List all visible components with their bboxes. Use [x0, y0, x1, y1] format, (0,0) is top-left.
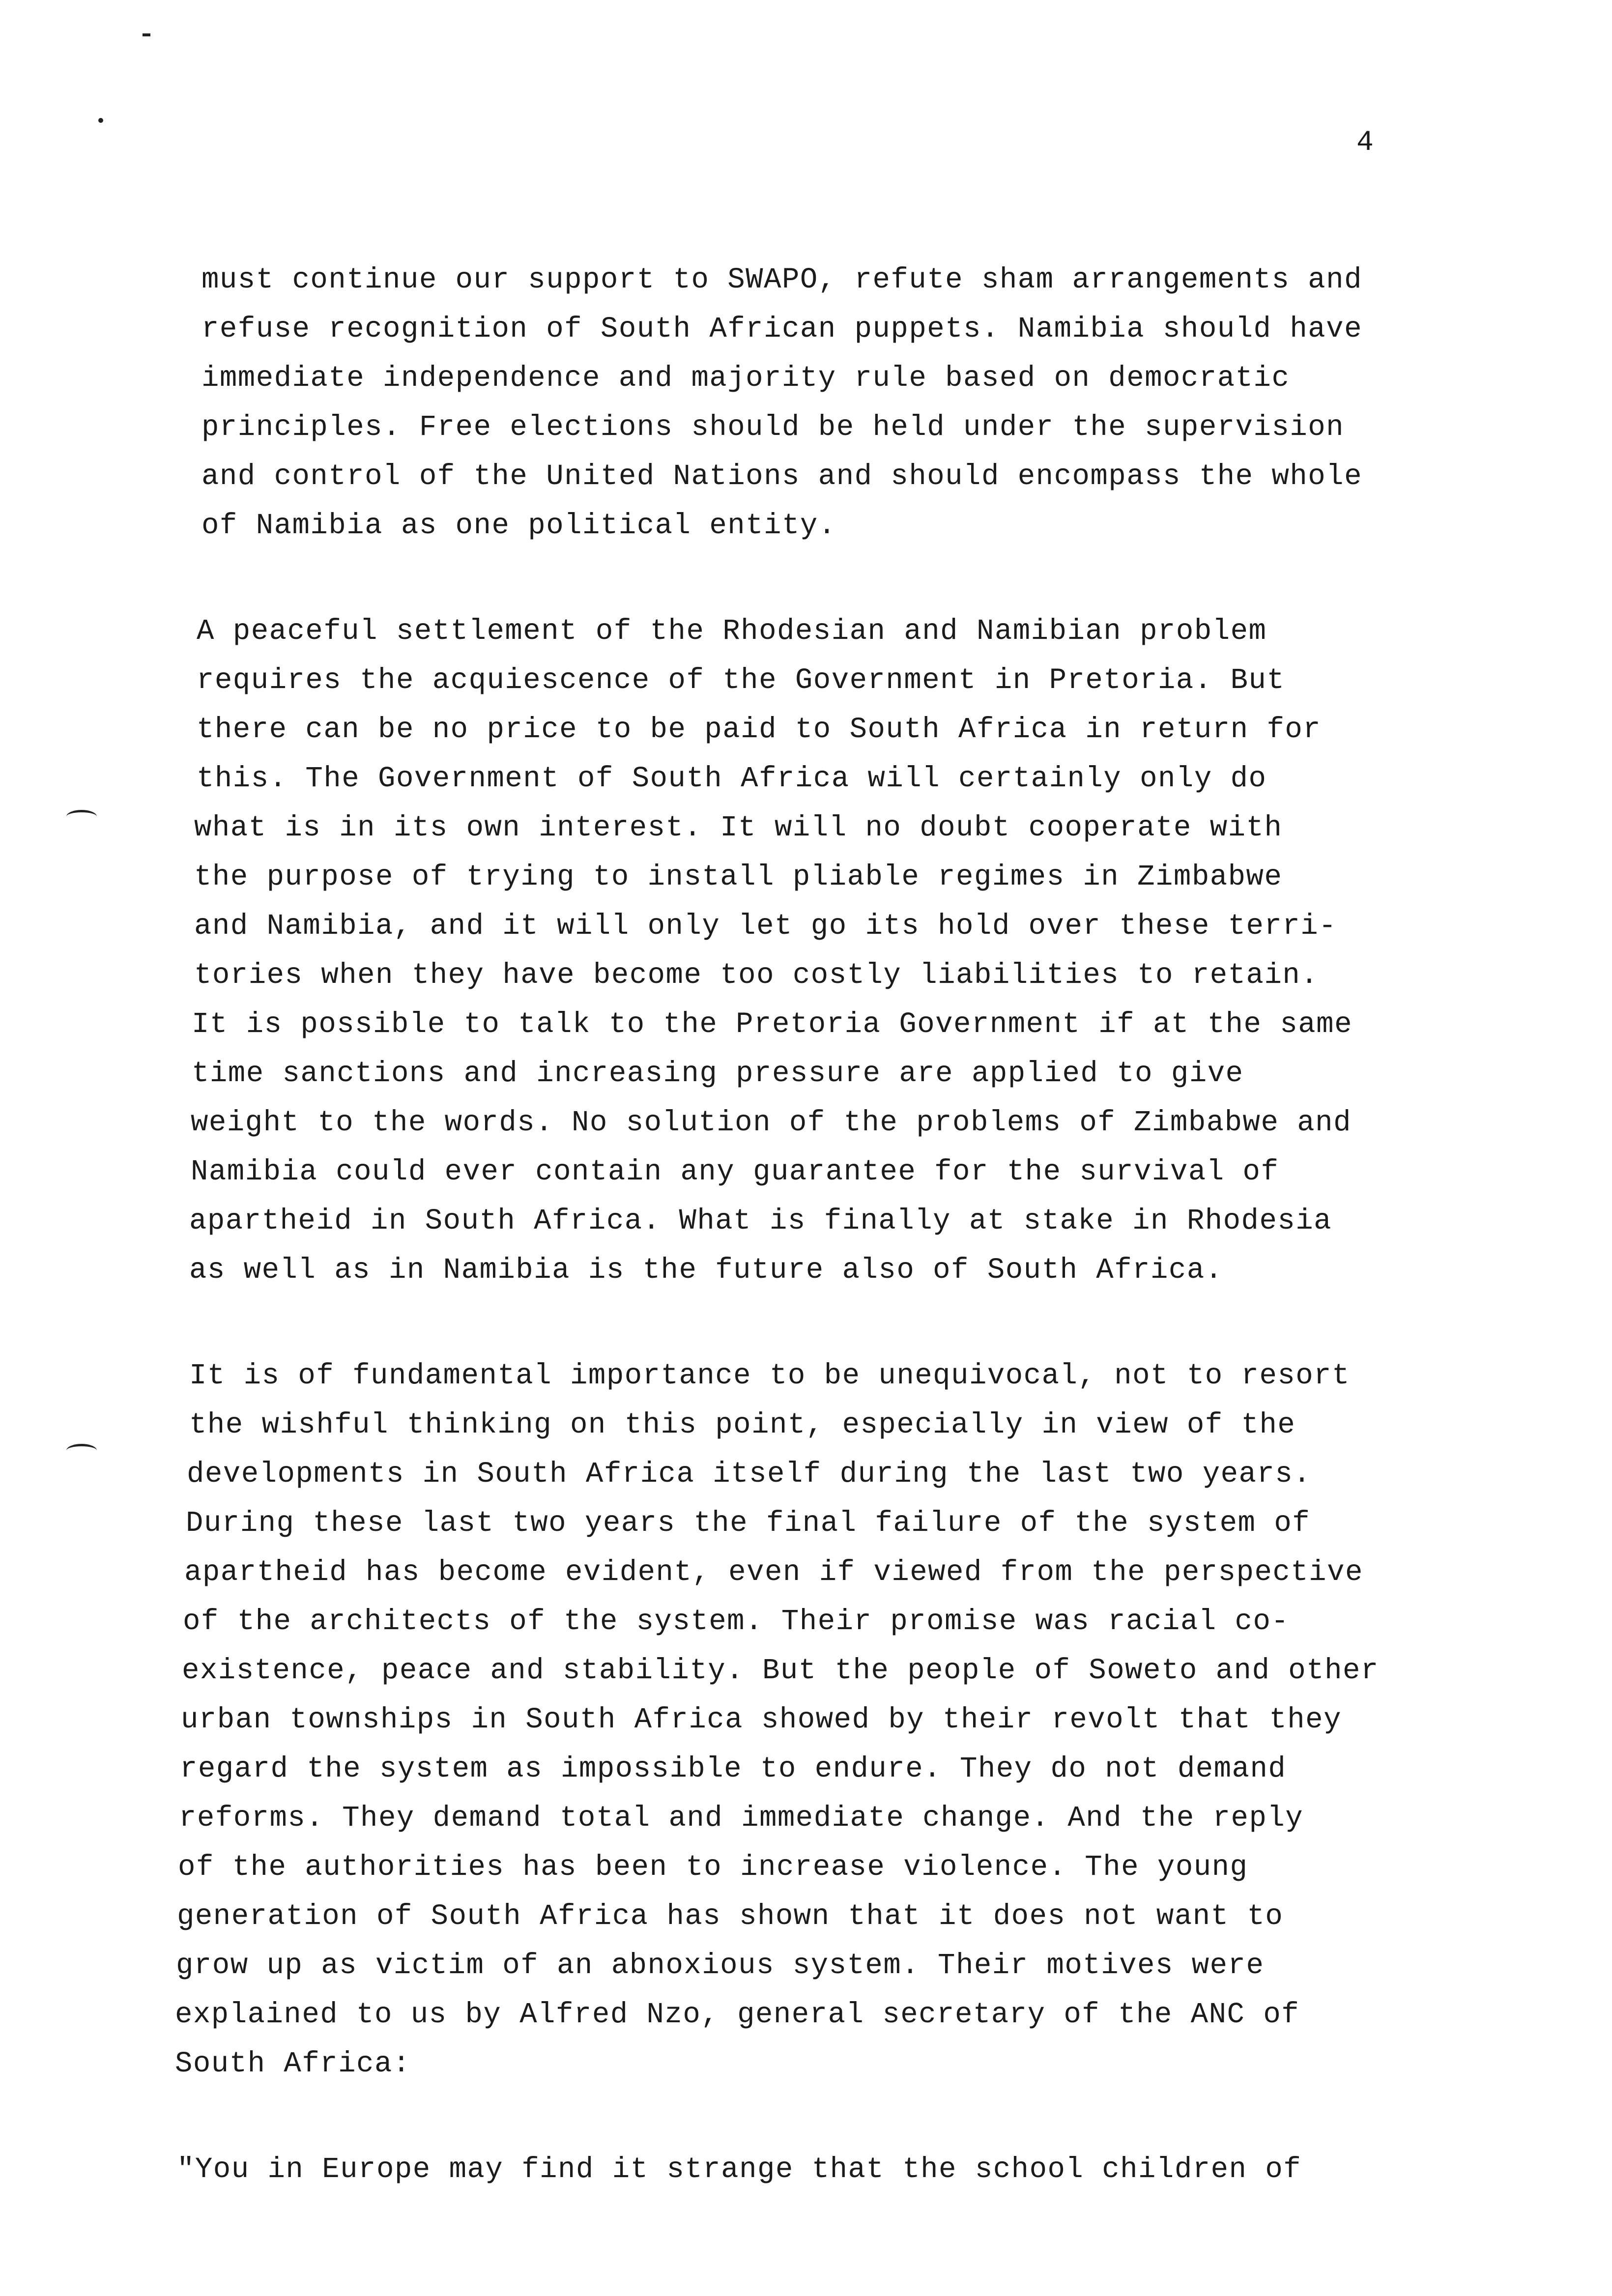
text-line: what is in its own interest. It will no doubt cooperate with — [194, 811, 1283, 844]
text-line: apartheid in South Africa. What is finally at stake in Rhodesia — [189, 1205, 1332, 1237]
text-line: and control of the United Nations and should encompass the whole — [202, 460, 1362, 493]
text-line: Namibia could ever contain any guarantee for the survival of — [191, 1155, 1279, 1188]
text-line: of the architects of the system. Their promise was racial co- — [183, 1605, 1290, 1638]
scan-speck — [143, 33, 150, 36]
text-line: requires the acquiescence of the Government in Pretoria. But — [197, 664, 1285, 697]
text-line: reforms. They demand total and immediate change. And the reply — [179, 1802, 1304, 1835]
text-line: explained to us by Alfred Nzo, general secretary of the ANC of — [175, 1998, 1300, 2031]
text-line: urban townships in South Africa showed by their revolt that they — [181, 1703, 1342, 1736]
text-line: and Namibia, and it will only let go its hold over these terri- — [194, 910, 1337, 943]
text-line: as well as in Namibia is the future also of South Africa. — [189, 1254, 1223, 1287]
text-line: It is of fundamental importance to be unequivocal, not to resort — [189, 1359, 1350, 1392]
text-line: must continue our support to SWAPO, refute sham arrangements and — [202, 263, 1362, 296]
text-line: developments in South Africa itself during the last two years. — [187, 1458, 1312, 1491]
text-line: refuse recognition of South African puppets. Namibia should have — [202, 313, 1362, 345]
text-line: "You in Europe may find it strange that the school children of — [177, 2153, 1302, 2186]
text-line: of Namibia as one political entity. — [202, 509, 836, 542]
scan-speck — [98, 118, 103, 123]
text-line: tories when they have become too costly liabilities to retain. — [194, 959, 1319, 992]
text-line: weight to the words. No solution of the problems of Zimbabwe and — [191, 1106, 1352, 1139]
text-line: of the authorities has been to increase violence. The young — [178, 1851, 1248, 1884]
margin-mark — [66, 1444, 97, 1457]
text-line: South Africa: — [175, 2047, 411, 2080]
text-line: existence, peace and stability. But the people of Soweto and other — [182, 1654, 1379, 1687]
text-line: time sanctions and increasing pressure are applied to give — [192, 1057, 1244, 1090]
text-line: principles. Free elections should be held under the supervision — [202, 411, 1345, 444]
text-line: grow up as victim of an abnoxious system. Their motives were — [176, 1949, 1265, 1982]
text-line: regard the system as impossible to endure. They do not demand — [180, 1752, 1287, 1785]
text-line: this. The Government of South Africa will certainly only do — [197, 762, 1267, 795]
text-line: apartheid has become evident, even if viewed from the perspective — [184, 1556, 1363, 1589]
text-line: the wishful thinking on this point, especially in view of the — [189, 1408, 1296, 1441]
text-line: During these last two years the final failure of the system of — [186, 1507, 1311, 1540]
page-number: 4 — [1356, 127, 1374, 159]
text-line: immediate independence and majority rule based on democratic — [202, 362, 1290, 395]
margin-mark — [66, 810, 97, 823]
text-line: It is possible to talk to the Pretoria Government if at the same — [192, 1008, 1353, 1041]
text-line: the purpose of trying to install pliable regimes in Zimbabwe — [194, 861, 1283, 893]
text-line: generation of South Africa has shown that it does not want to — [177, 1900, 1284, 1933]
text-line: A peaceful settlement of the Rhodesian and Namibian problem — [197, 615, 1267, 648]
text-line: there can be no price to be paid to South Africa in return for — [197, 713, 1322, 746]
